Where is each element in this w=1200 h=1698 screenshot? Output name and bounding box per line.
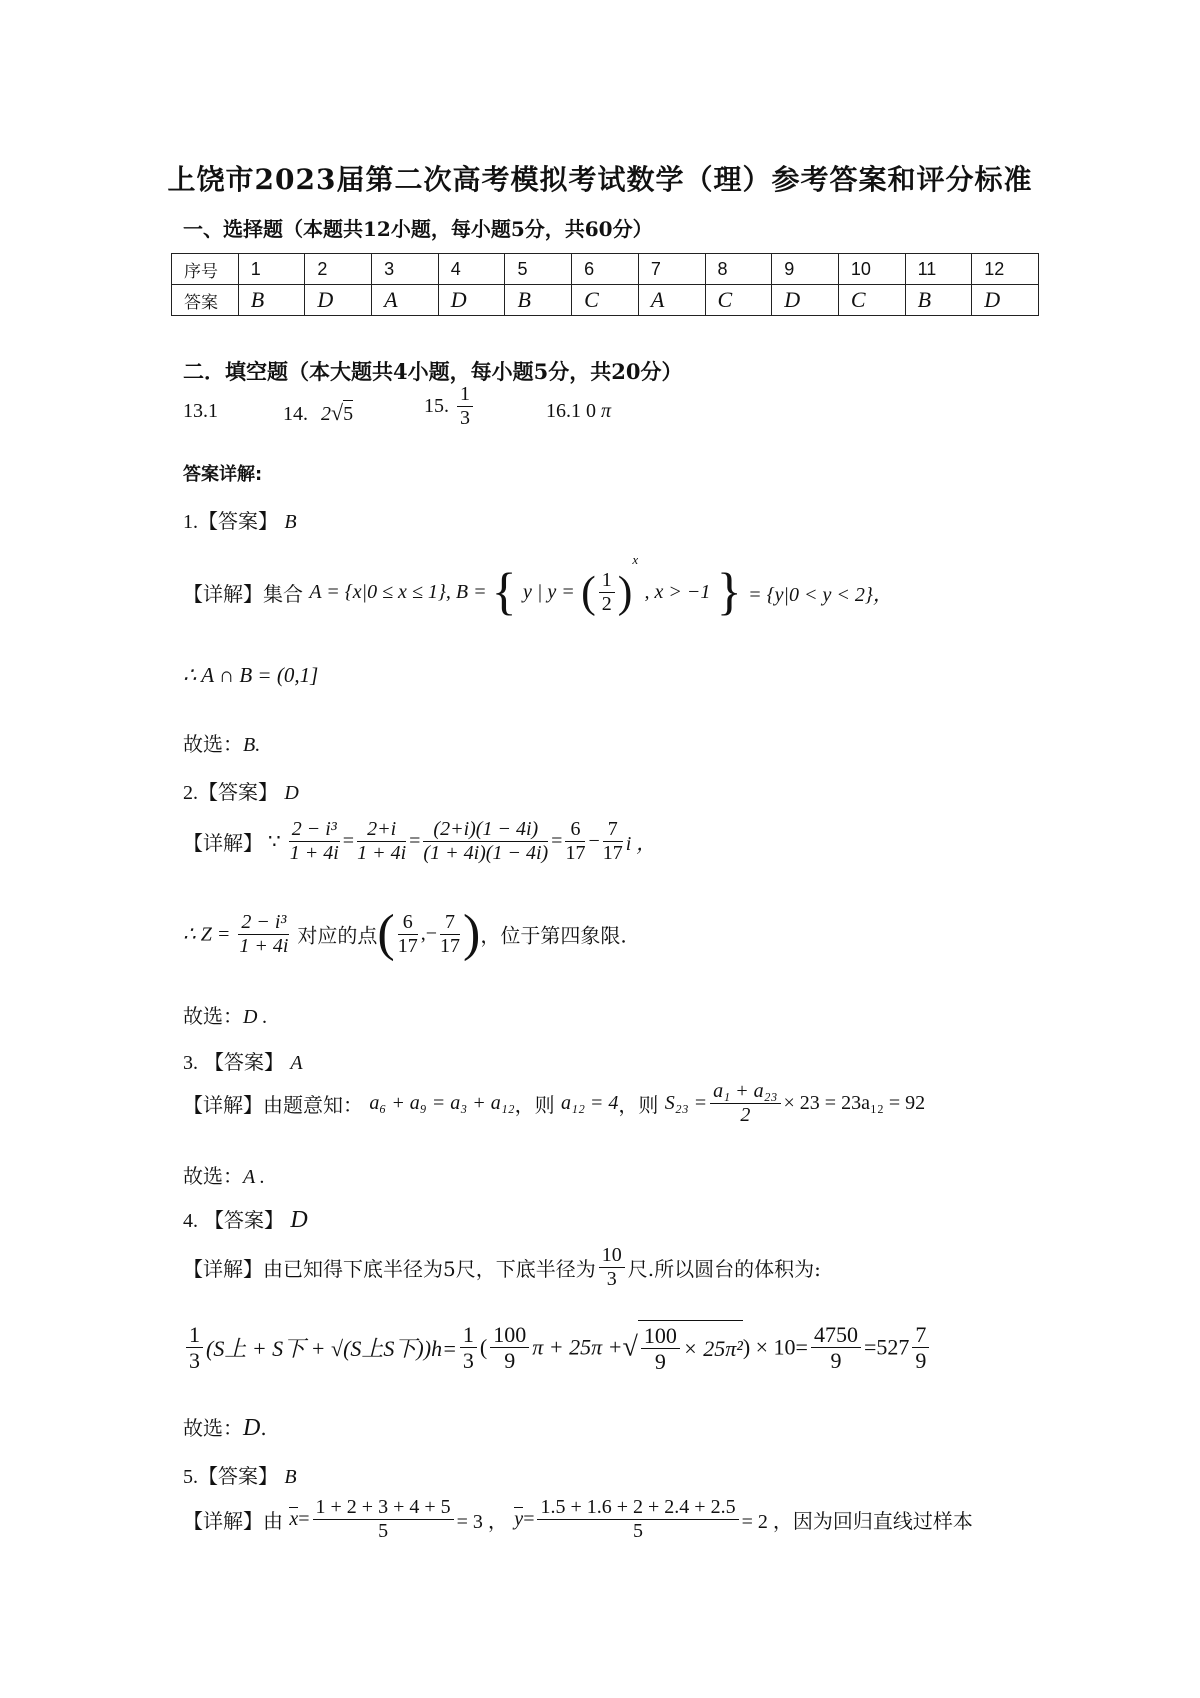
q16-pi: π (601, 400, 612, 422)
q2-number: 2. (183, 782, 198, 804)
fill-answer-16 (546, 400, 611, 423)
q4-detail-line (183, 1244, 821, 1291)
fill-answer-13: 13.1 (183, 400, 218, 422)
right-brace: } (716, 563, 742, 621)
q2-answer-line (183, 776, 299, 805)
answer-label: 【答案】 (198, 509, 278, 533)
q4-v2 (460, 1322, 477, 1374)
q4-vr-den: 9 (830, 1347, 842, 1373)
q4-radical (638, 1320, 743, 1375)
q5-y-den: 5 (633, 1520, 644, 1542)
q3-then-1: ，则 (514, 1093, 555, 1117)
q4-vc-num: 100 (641, 1323, 680, 1349)
q4-v1-num: 1 (186, 1322, 203, 1348)
q3-number: 3. (183, 1052, 198, 1074)
q1-choose-line (183, 728, 260, 757)
right-paren: ) (617, 567, 633, 617)
q4-text-pre: 由已知得下底半径为5尺，下底半径为 (263, 1257, 596, 1281)
question-number: 11 (905, 254, 972, 285)
q2-point-y-num: 7 (440, 911, 460, 935)
section1-heading: 一、选择题（本题共12小题，每小题5分，共60分） (183, 217, 653, 241)
q5-text-pre: 由 (263, 1509, 283, 1533)
q4-va (490, 1322, 529, 1374)
q2-frac-1 (289, 818, 340, 865)
q5-detail-line: 【详解】由 x= $\frac{1 + 2 + 3 + 4 + 5}{5}$ = 3 ， y= $\frac{1.5 + 1.6 + 2 + 2.4 + 2.5}{5}$ = 2 ，因为回归直线过样本 (183, 1496, 973, 1542)
q1-half (599, 569, 615, 616)
q4-va-den: 9 (504, 1347, 516, 1373)
q2-answer: D (284, 782, 299, 804)
section2-heading: 二．填空题（本大题共4小题，每小题5分，共20分） (183, 359, 683, 384)
q4-vm-den: 9 (915, 1347, 927, 1373)
answer-cell: C (572, 285, 639, 316)
answer-cell: D (972, 285, 1039, 316)
q5-y-result: = 2 ，因为回归直线过样本 (741, 1511, 973, 1533)
q2-z-frac-den: 1 + 4i (239, 934, 289, 957)
detail-label: 【详解】 (183, 1257, 263, 1281)
q16-text: 16.1 0 (546, 400, 596, 422)
choose-label: 故选： (183, 732, 243, 756)
q1-set-b-post: , x > −1 (644, 581, 711, 603)
question-number: 8 (705, 254, 772, 285)
q2-frac-3-den: (1 + 4i)(1 − 4i) (423, 842, 549, 864)
q4-va-num: 100 (490, 1322, 529, 1348)
q14-label: 14. (283, 403, 308, 425)
q1-choose-answer: B. (243, 734, 261, 756)
q3-then-2: ，则 (618, 1093, 659, 1117)
q4-choose-answer: D (243, 1415, 261, 1441)
question-number: 6 (572, 254, 639, 285)
q3-sum-pre: S₂₃ = (664, 1092, 708, 1114)
answer-table-answer-row (172, 285, 1039, 316)
q2-choose-line (183, 1000, 267, 1029)
q1-intersection: ∴ A ∩ B = (0,1] (183, 663, 319, 687)
q2-frac-3-num: (2+i)(1 − 4i) (423, 818, 548, 842)
left-paren: ( (581, 567, 596, 617)
q4-radius-num: 10 (599, 1244, 625, 1268)
q5-y-num: 1.5 + 1.6 + 2 + 2.4 + 2.5 (537, 1496, 738, 1520)
row-label-answer: 答案 (172, 285, 239, 316)
question-number: 10 (838, 254, 905, 285)
q4-vr-num: 4750 (811, 1322, 861, 1348)
answer-cell: D (305, 285, 372, 316)
q15-denominator: 3 (460, 407, 470, 429)
q1-text: 集合 (263, 582, 303, 606)
q2-frac-2-num: 2+i (357, 818, 406, 842)
answer-cell: C (705, 285, 772, 316)
answer-label: 【答案】 (198, 780, 278, 804)
question-number: 9 (772, 254, 839, 285)
right-paren: ) (463, 905, 481, 962)
q3-choose-line (183, 1160, 265, 1189)
q3-sum-post: × 23 = 23a₁₂ = 92 (783, 1092, 926, 1114)
q4-vc (641, 1323, 680, 1375)
q2-z-line: ∴ Z = $\frac{\text{2 − i³}}{1 + 4i}$ 对应的点( $\frac{6}{17}$ ,− $\frac{7}{17}$ )，位于第四象限. (183, 905, 627, 962)
q4-vc-post: × 25π² (682, 1335, 743, 1361)
q3-detail-line (183, 1080, 925, 1127)
q2-detail-line: 【详解】 ∵ $\frac{\text{2 − i³}}{1 + 4i}$ = $\frac{2+i}{1 + 4i}$ = $\frac{(2+i)(1 - 4i)}{(1 + 4i)(1 - 4i)}$ = $\frac{6}{17}$ − $\frac{7}{17}$ i ， (183, 818, 657, 864)
q3-answer: A (290, 1052, 303, 1074)
row-label-number: 序号 (172, 254, 239, 285)
q1-exponent: x (632, 552, 639, 567)
q4-answer-line (183, 1204, 308, 1234)
q5-answer: B (284, 1466, 297, 1488)
q2-z-pre: ∴ Z = (183, 923, 231, 946)
q2-z-frac-num: 2 − i³ (238, 911, 289, 935)
answer-cell: B (905, 285, 972, 316)
page-title: 上饶市2023届第二次高考模拟考试数学（理）参考答案和评分标准 (167, 163, 1033, 196)
question-number: 5 (505, 254, 572, 285)
q2-frac-5 (603, 818, 623, 865)
q4-choose-line: 故选：D. (183, 1415, 267, 1441)
fill-answer-15 (424, 383, 476, 430)
q1-answer-line (183, 505, 297, 534)
q2-frac-2 (357, 818, 406, 865)
q15-label: 15. (424, 395, 449, 417)
answer-cell: B (505, 285, 572, 316)
q4-radius-den: 3 (606, 1268, 617, 1290)
q5-x-result: = 3 ， (456, 1511, 508, 1533)
answer-label: 【答案】 (204, 1208, 284, 1232)
q3-text: 由题意知： (263, 1093, 363, 1117)
q2-point-y (440, 911, 460, 958)
q2-z-post: ，位于第四象限. (480, 923, 627, 948)
left-paren: ( (377, 905, 395, 962)
q2-frac-1-den: 1 + 4i (289, 842, 339, 864)
answer-cell: C (838, 285, 905, 316)
answer-table-number-row (172, 254, 1039, 285)
question-number: 12 (972, 254, 1039, 285)
q4-volume-line: $\frac{1}{3}$ (S上 + S下 + √(S上S下))h= $\frac{1}{3}$ ( $\frac{100}{9}$ π + 25π +√ $\frac{100}{9}$ × 25π²) × 10= $\frac{4750}{9}$ =527 $\frac{7}{9}$ (183, 1320, 932, 1375)
q2-frac-5-den: 17 (602, 842, 623, 864)
q5-xbar: x (289, 1508, 299, 1530)
q4-answer: D (290, 1207, 308, 1233)
because-symbol: ∵ (268, 831, 281, 853)
fill-answer-14: 14. 2√5 (283, 400, 354, 425)
q4-v-eq: =527 (863, 1334, 910, 1360)
answer-table (171, 253, 1039, 316)
q1-half-num: 1 (599, 569, 615, 593)
question-number: 7 (638, 254, 705, 285)
q4-v1-den: 3 (189, 1347, 200, 1373)
q4-text-post: 尺.所以圆台的体积为: (627, 1257, 821, 1281)
q4-v-tail: ) × 10= (742, 1334, 808, 1360)
q2-frac-4-num: 6 (565, 818, 585, 842)
detail-label: 【详解】 (183, 582, 263, 606)
q3-choose-answer: A . (243, 1166, 265, 1188)
q15-numerator: 1 (457, 383, 473, 407)
q2-point-x (398, 911, 418, 958)
q1-detail-line (183, 552, 893, 619)
q2-frac-4-den: 17 (565, 842, 586, 864)
choose-label: 故选： (183, 1416, 243, 1440)
q4-v1 (186, 1322, 203, 1374)
q3-sum-frac (710, 1080, 780, 1127)
question-number: 2 (305, 254, 372, 285)
q2-frac-1-num: 2 − i³ (289, 818, 340, 842)
q5-x-num: 1 + 2 + 3 + 4 + 5 (313, 1496, 454, 1520)
q2-tail: i ， (625, 833, 657, 855)
q1-half-den: 2 (601, 593, 612, 615)
q2-frac-5-num: 7 (603, 818, 623, 842)
question-number: 3 (372, 254, 439, 285)
choose-label: 故选： (183, 1004, 243, 1028)
answer-cell: A (372, 285, 439, 316)
q4-v-mid: (S上 + S下 + √(S上S下))h= (206, 1335, 457, 1361)
q3-sum-num: a₁ + a₂₃ (710, 1080, 780, 1104)
q1-answer: B (284, 511, 297, 533)
q2-point-y-den: 17 (440, 934, 461, 957)
choose-label: 故选： (183, 1164, 243, 1188)
answer-cell: A (638, 285, 705, 316)
detail-label: 【详解】 (183, 831, 263, 855)
details-heading: 答案详解: (183, 464, 263, 485)
q14-coef: 2 (321, 403, 331, 425)
q1-set-a: A = {x|0 ≤ x ≤ 1}, B = (309, 581, 492, 603)
q4-vb: π + 25π + (532, 1334, 623, 1360)
detail-label: 【详解】 (183, 1093, 263, 1117)
q2-frac-3 (423, 818, 548, 865)
answer-label: 【答案】 (198, 1464, 278, 1488)
answer-cell: D (772, 285, 839, 316)
q4-vm-num: 7 (912, 1322, 929, 1348)
answer-cell: B (238, 285, 305, 316)
left-brace: { (491, 563, 517, 621)
q1-set-b-result: = {y|0 < y < 2}， (748, 584, 893, 606)
q5-y-frac (537, 1496, 738, 1543)
q1-set-b-pre: y | y = (522, 581, 575, 603)
detail-label: 【详解】 (183, 1509, 263, 1533)
answer-label: 【答案】 (204, 1050, 284, 1074)
q3-sum-den: 2 (740, 1104, 751, 1126)
q2-z-mid: 对应的点 (297, 923, 378, 948)
question-number: 1 (238, 254, 305, 285)
q5-x-den: 5 (378, 1520, 389, 1542)
q1-number: 1. (183, 511, 198, 533)
q4-radius-frac (599, 1244, 625, 1291)
q4-number: 4. (183, 1210, 198, 1232)
question-number: 4 (438, 254, 505, 285)
answer-cell: D (438, 285, 505, 316)
q5-number: 5. (183, 1466, 198, 1488)
q2-point-x-num: 6 (398, 911, 418, 935)
q14-radicand: 5 (343, 400, 353, 425)
q4-vm (912, 1322, 929, 1374)
q3-eq1: a₆ + a₉ = a₃ + a₁₂ (369, 1092, 515, 1114)
q5-x-frac (313, 1496, 454, 1543)
q4-v2-den: 3 (462, 1347, 474, 1373)
q2-z-frac (238, 911, 289, 958)
q4-vr (811, 1322, 861, 1374)
q2-choose-answer: D . (243, 1006, 268, 1028)
q3-answer-line (183, 1046, 303, 1075)
q2-point-x-den: 17 (397, 934, 418, 957)
q2-frac-2-den: 1 + 4i (357, 842, 407, 864)
q3-eq2: a₁₂ = 4 (560, 1092, 619, 1114)
q5-answer-line (183, 1460, 297, 1489)
q2-frac-4 (565, 818, 585, 865)
q4-v2-num: 1 (460, 1322, 477, 1348)
q15-fraction (457, 383, 473, 430)
q4-vc-den: 9 (654, 1349, 666, 1375)
q5-ybar: y (514, 1508, 524, 1530)
